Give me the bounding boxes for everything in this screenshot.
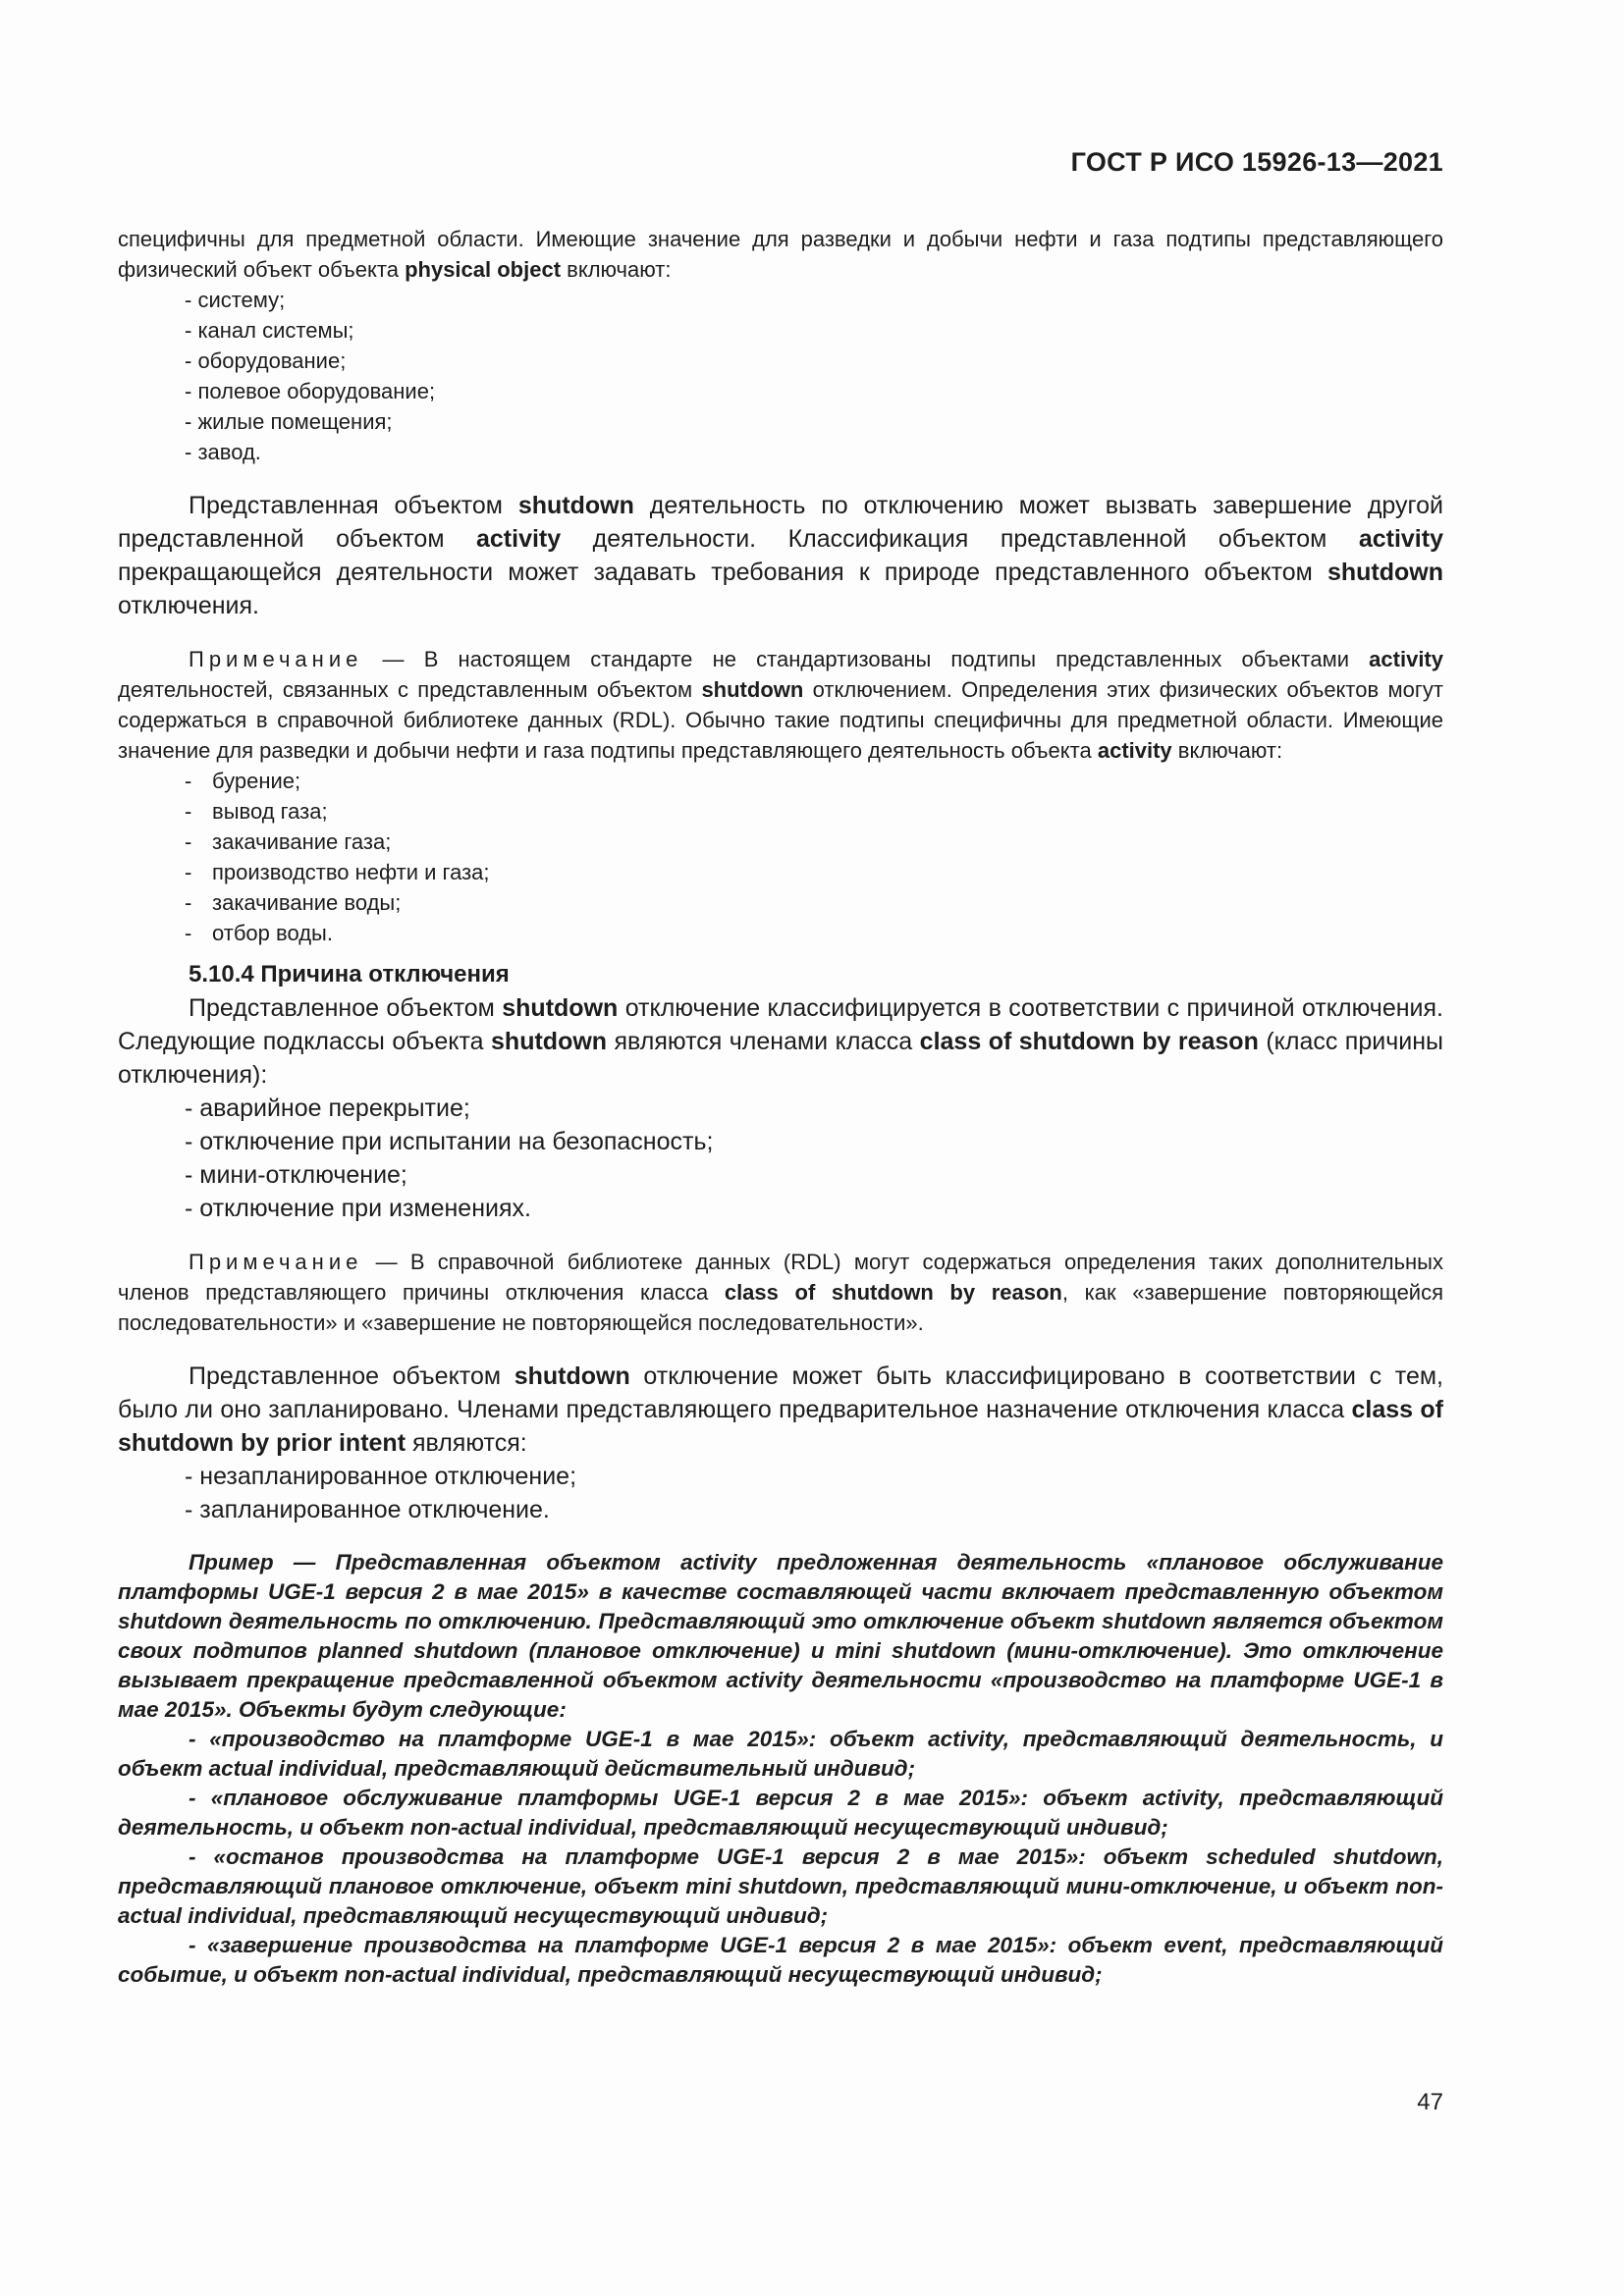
list-item: - отключение при изменениях. [185, 1195, 531, 1222]
list-item: - систему; [185, 288, 286, 312]
note-label: Примечание [189, 647, 363, 671]
list-item: - отключение при испытании на безопасность; [185, 1128, 714, 1155]
list-item: - полевое оборудование; [185, 379, 436, 403]
note-label: Примечание [189, 1250, 363, 1274]
example-item: - «завершение производства на платформе UGE-1 версия 2 в мае 2015»: объект event, представляющий событие, и объект non-actual individual, представляющий несуществующий индивид; [118, 1933, 1443, 1987]
physical-object-list [118, 285, 1443, 467]
example-block [118, 1548, 1443, 1990]
activity-subtype-list [118, 766, 1443, 948]
paragraph-prior-intent: Представленное объектом shutdown отключение может быть классифицировано в соответствии с тем, было ли оно запланировано. Членами представляющего предварительное назначение отключения класса class of shutdown by prior intent являются: [118, 1362, 1443, 1457]
example-item: - «плановое обслуживание платформы UGE-1 версия 2 в мае 2015»: объект activity, представляющий деятельность, и объект non-actual individual, представляющий несуществующий индивид; [118, 1786, 1443, 1840]
list-item: - завод. [185, 440, 261, 464]
list-item: - бурение; [185, 769, 301, 793]
list-item: - оборудование; [185, 348, 347, 373]
example-item: - «останов производства на платформе UGE-1 версия 2 в мае 2015»: объект scheduled shutdown, представляющий плановое отключение, объект mini shutdown, представляющий мини-отключение, и объект non-actual individual, представляющий несуществующий индивид; [118, 1844, 1443, 1928]
section-heading: 5.10.4 Причина отключения [189, 961, 510, 988]
shutdown-reason-list [118, 1092, 1443, 1225]
example-item: - «производство на платформе UGE-1 в мае 2015»: объект activity, представляющий деятельность, и объект actual individual, представляющий действительный индивид; [118, 1727, 1443, 1781]
list-item: - незапланированное отключение; [185, 1463, 577, 1490]
list-item: - жилые помещения; [185, 409, 393, 434]
list-item: - производство нефти и газа; [185, 860, 490, 884]
list-item: - аварийное перекрытие; [185, 1095, 470, 1122]
list-item: - мини-отключение; [185, 1161, 407, 1189]
list-item: - закачивание газа; [185, 829, 392, 854]
paragraph-physical-object: специфичны для предметной области. Имеющие значение для разведки и добычи нефти и газа подтипы представляющего физический объект объекта physical object включают: [118, 227, 1443, 282]
page-body [118, 224, 1443, 1990]
prior-intent-list [118, 1460, 1443, 1526]
list-item: - закачивание воды; [185, 890, 402, 915]
list-item: - запланированное отключение. [185, 1496, 550, 1523]
paragraph-shutdown-reason: Представленное объектом shutdown отключение классифицируется в соответствии с причиной отключения. Следующие подклассы объекта shutdown являются членами класса class of shutdown by reason (класс причины отключения): [118, 994, 1443, 1089]
list-item: - канал системы; [185, 318, 354, 343]
list-item: - вывод газа; [185, 799, 328, 824]
example-intro: Пример — Представленная объектом activity предложенная деятельность «плановое обслуживание платформы UGE-1 версия 2 в мае 2015» в качестве составляющей части включает представленную объектом shutdown деятельность по отключению. Представляющий это отключение объект shutdown является объектом своих подтипов planned shutdown (плановое отключение) и mini shutdown (мини-отключение). Это отключение вызывает прекращение представленной объектом activity деятельности «производство на платформе UGE-1 в мае 2015». Объекты будут следующие: [118, 1550, 1443, 1722]
document-header: ГОСТ Р ИСО 15926-13—2021 [1070, 147, 1443, 177]
page-number: 47 [1417, 2089, 1443, 2115]
list-item: - отбор воды. [185, 921, 333, 945]
note-rdl-reason: Примечание — В справочной библиотеке данных (RDL) могут содержаться определения таких дополнительных членов представляющего причины отключения класса class of shutdown by reason, как «завершение повторяющейся последовательности» и «завершение не повторяющейся последовательности». [118, 1250, 1443, 1335]
paragraph-shutdown-activity: Представленная объектом shutdown деятельность по отключению может вызвать завершение другой представленной объектом activity деятельности. Классификация представленной объектом activity прекращающейся деятельности может задавать требования к природе представленного объектом shutdown отключения. [118, 492, 1443, 619]
note-activity-subtypes: Примечание — В настоящем стандарте не стандартизованы подтипы представленных объектами activity деятельностей, связанных с представленным объектом shutdown отключением. Определения этих физических объектов могут содержаться в справочной библиотеке данных (RDL). Обычно такие подтипы специфичны для предметной области. Имеющие значение для разведки и добычи нефти и газа подтипы представляющего деятельность объекта activity включают: [118, 647, 1443, 763]
